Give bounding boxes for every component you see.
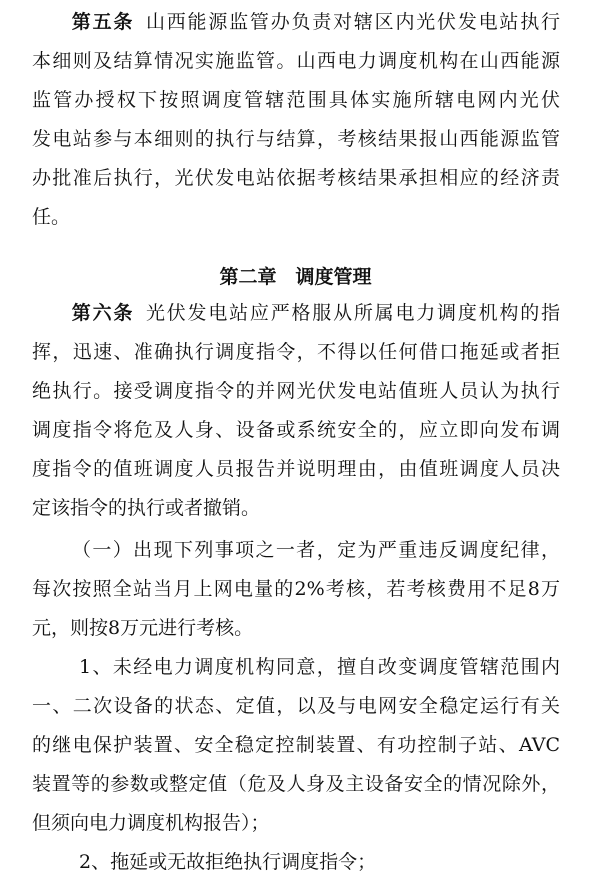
item-1-line-5: 但须向电力调度机构报告）； <box>32 812 270 834</box>
article-5-line-6: 任。 <box>32 206 71 228</box>
clause-1-line-3: 元，则按8万元进行考核。 <box>32 617 254 639</box>
clause-1-line-2: 每次按照全站当月上网电量的2%考核，若考核费用不足8万 <box>32 578 560 600</box>
item-1-line-4: 装置等的参数或整定值（危及人身及主设备安全的情况除外， <box>32 773 560 795</box>
item-1-line-3: 的继电保护装置、安全稳定控制装置、有功控制子站、AVC <box>32 734 560 756</box>
article-6-title: 第六条 <box>70 302 135 324</box>
article-6-line-2: 挥，迅速、准确执行调度指令，不得以任何借口拖延或者拒 <box>32 341 560 363</box>
article-5-line-3: 监管办授权下按照调度管辖范围具体实施所辖电网内光伏 <box>32 89 560 111</box>
article-6-line-4: 调度指令将危及人身、设备或系统安全的，应立即向发布调 <box>32 419 560 441</box>
article-5-line-5: 办批准后执行，光伏发电站依据考核结果承担相应的经济责 <box>32 167 560 189</box>
article-6-line-1: 第六条 光伏发电站应严格服从所属电力调度机构的指 <box>70 302 560 324</box>
item-2-line-1: 2、拖延或无故拒绝执行调度指令； <box>79 851 377 873</box>
chapter-heading: 第二章 调度管理 <box>219 266 372 288</box>
article-5-line-4: 发电站参与本细则的执行与结算，考核结果报山西能源监管 <box>32 128 560 150</box>
article-6-line-5: 度指令的值班调度人员报告并说明理由，由值班调度人员决 <box>32 458 560 480</box>
article-5-line-2: 本细则及结算情况实施监管。山西电力调度机构在山西能源 <box>32 50 560 72</box>
article-6-line-3: 绝执行。接受调度指令的并网光伏发电站值班人员认为执行 <box>32 380 560 402</box>
item-1-line-2: 一、二次设备的状态、定值，以及与电网安全稳定运行有关 <box>32 695 560 717</box>
article-6-line-6: 定该指令的执行或者撤销。 <box>32 497 261 519</box>
article-5-title: 第五条 <box>70 11 135 33</box>
item-1-line-1: 1、未经电力调度机构同意，擅自改变调度管辖范围内 <box>79 656 560 678</box>
clause-1-line-1: （一）出现下列事项之一者，定为严重违反调度纪律， <box>72 539 560 561</box>
article-5-line-1: 第五条 山西能源监管办负责对辖区内光伏发电站执行 <box>70 11 560 33</box>
